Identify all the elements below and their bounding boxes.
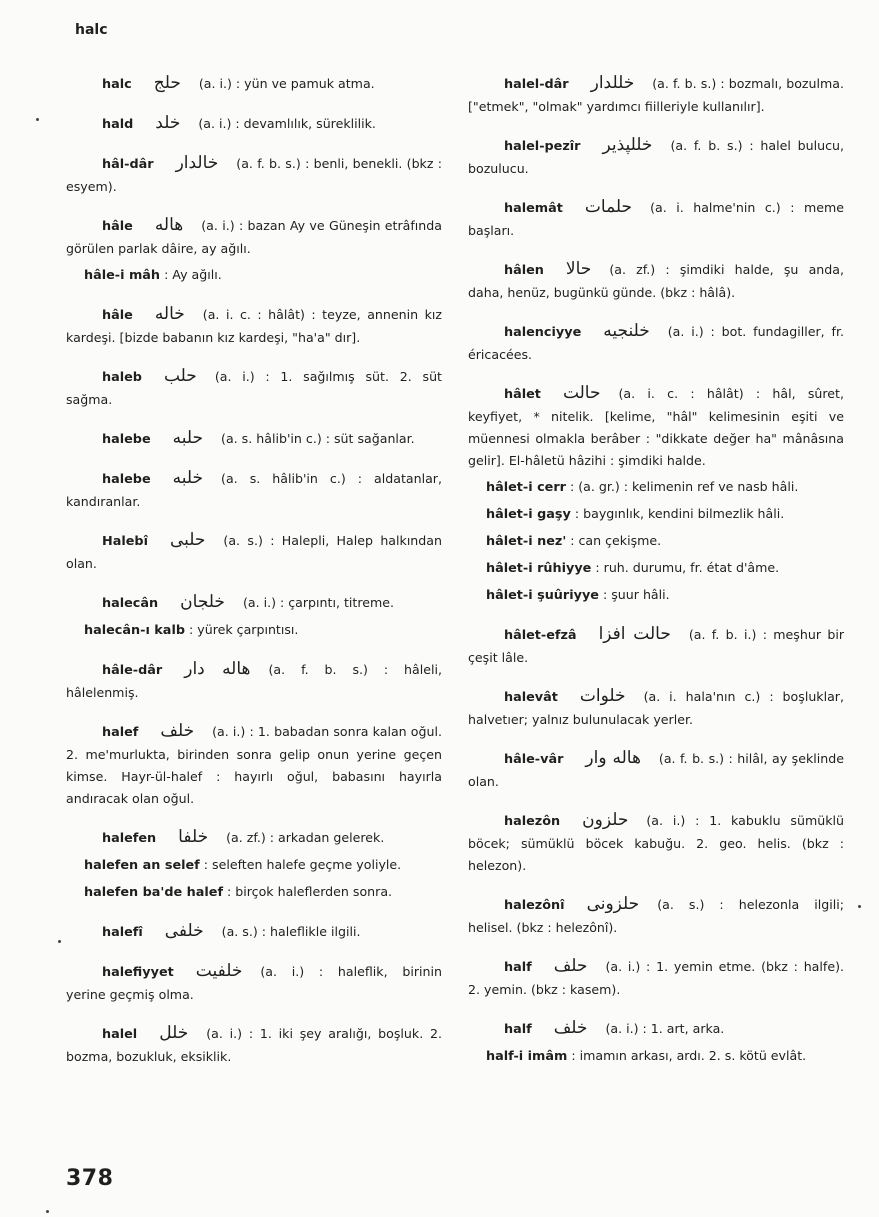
entry-definition: (a. s. hâlib'in c.) : süt sağanlar. (221, 431, 415, 446)
entry-headword: halezôn (504, 814, 561, 829)
entry-arabic-script: حالت افزا (598, 624, 671, 644)
entry-definition: (a. i.) : çarpıntı, titreme. (242, 595, 395, 610)
entry-definition: (a. f. b. s.) : hâleli, hâlelenmiş. (66, 662, 442, 700)
dictionary-entry (66, 152, 442, 198)
entry-definition: (a. i.) : 1. yemin etme. (bkz : halfe). 2. yemin. (bkz : kasem). (468, 959, 844, 997)
scan-speck (58, 940, 61, 943)
entry-definition: (a. i.) : 1. kabuklu sümüklü böcek; sümüklü böcek kabuğu. 2. geo. helis. (bkz : helezon). (468, 813, 844, 873)
entry-arabic-script: حلج (153, 73, 181, 93)
dictionary-entry (66, 826, 442, 850)
entry-definition: (a. s.) : Halepli, Halep halkından olan. (66, 533, 442, 571)
dictionary-entry (468, 1017, 844, 1041)
entry-definition: (a. f. b. i.) : meşhur bir çeşit lâle. (468, 627, 845, 665)
entry-arabic-script: حالت (562, 383, 601, 403)
entry-headword: halc (102, 77, 132, 92)
entry-definition: : yürek çarpıntısı. (189, 622, 299, 637)
entry-arabic-script: خلل (159, 1023, 189, 1043)
dictionary-entry (468, 382, 844, 472)
entry-definition: (a. i. c. : hâlât) : hâl, sûret, keyfiyet, * nitelik. [kelime, "hâl" kelimesinin eşiti ve müennesi olmakla berâber : "dikkate değer ha" mânâsına gelir]. El-hâletü hâzihi : şimdiki halde. (468, 386, 844, 468)
entry-definition: (a. zf.) : arkadan gelerek. (226, 830, 385, 845)
left-column (66, 72, 442, 1068)
entry-headword: hâle (102, 219, 133, 234)
dictionary-entry (468, 747, 844, 793)
dictionary-entry (468, 893, 844, 939)
entry-definition: (a. f. b. s.) : halel bulucu, bozulucu. (468, 138, 844, 176)
entry-headword: Halebî (102, 534, 148, 549)
entry-definition: (a. i.) : 1. sağılmış süt. 2. süt sağma. (66, 369, 442, 407)
dictionary-entry (66, 591, 442, 615)
entry-definition: : birçok haleflerden sonra. (227, 884, 393, 899)
entry-headword: hâle-vâr (504, 752, 564, 767)
dictionary-entry (468, 196, 844, 242)
sub-entry (468, 1045, 844, 1068)
entry-definition: (a. i.) : haleflik, birinin yerine geçmiş olma. (66, 964, 442, 1002)
sub-entry (66, 619, 442, 642)
entry-definition: (a. i.) : devamlılık, süreklilik. (198, 116, 376, 131)
entry-arabic-script: خلف (160, 721, 195, 741)
entry-arabic-script: حلبى (169, 530, 206, 550)
page-number: 378 (66, 1166, 114, 1191)
entry-headword: halecân-ı kalb (84, 623, 185, 638)
dictionary-entry (468, 809, 844, 877)
entry-headword: hâle-dâr (102, 663, 163, 678)
entry-definition: (a. i. hala'nın c.) : boşluklar, halvetıer; yalnız bulunulacak yerler. (468, 689, 844, 727)
entry-definition: : ruh. durumu, fr. état d'âme. (595, 560, 780, 575)
sub-entry (468, 530, 844, 553)
entry-definition: (a. i.) : bazan Ay ve Güneşin etrâfında görülen parlak dâire, ay ağılı. (66, 218, 442, 256)
entry-definition: : şuur hâli. (603, 587, 670, 602)
dictionary-entry (468, 72, 844, 118)
entry-headword: hâlet-i nez' (486, 534, 567, 549)
entry-arabic-script: خالدار (175, 153, 219, 173)
entry-definition: (a. i. halme'nin c.) : meme başları. (468, 200, 844, 238)
entry-headword: halel-pezîr (504, 139, 581, 154)
scan-speck (858, 905, 861, 908)
entry-arabic-script: هاله (154, 215, 184, 235)
dictionary-entry (66, 529, 442, 575)
dictionary-entry (468, 685, 844, 731)
entry-arabic-script: حلزونى (586, 894, 640, 914)
entry-arabic-script: خلف (553, 1018, 588, 1038)
entry-headword: hâle (102, 308, 133, 323)
entry-headword: hâlet-i gaşy (486, 507, 571, 522)
entry-headword: halefen (102, 831, 157, 846)
entry-definition: (a. f. b. s.) : hilâl, ay şeklinde olan. (468, 751, 844, 789)
entry-arabic-script: حالا (565, 259, 592, 279)
entry-definition: (a. s. hâlib'in c.) : aldatanlar, kandıranlar. (66, 471, 442, 509)
entry-definition: : imamın arkası, ardı. 2. s. kötü evlât. (571, 1048, 807, 1063)
dictionary-entry (66, 960, 442, 1006)
dictionary-entry (468, 320, 844, 366)
entry-arabic-script: خلفا (178, 827, 209, 847)
entry-definition: (a. i.) : 1. iki şey aralığı, boşluk. 2. bozma, bozukluk, eksiklik. (66, 1026, 442, 1064)
scan-speck (36, 118, 39, 121)
entry-definition: (a. zf.) : şimdiki halde, şu anda, daha, henüz, bugünkü günde. (bkz : hâlâ). (468, 262, 844, 300)
entry-arabic-script: خلفيت (195, 961, 243, 981)
entry-definition: (a. s.) : helezonla ilgili; helisel. (bkz : helezônî). (468, 897, 844, 935)
sub-entry (66, 854, 442, 877)
entry-definition: (a. i.) : 1. art, arka. (605, 1021, 725, 1036)
entry-headword: hâlet-efzâ (504, 628, 577, 643)
entry-arabic-script: حلبه (172, 428, 204, 448)
sub-entry (66, 264, 442, 287)
dictionary-entry (66, 467, 442, 513)
entry-arabic-script: خلفى (164, 921, 204, 941)
entry-arabic-script: خللپذير (602, 135, 653, 155)
scan-speck (46, 1210, 49, 1213)
entry-headword: halenciyye (504, 325, 582, 340)
dictionary-entry (66, 427, 442, 451)
entry-headword: halefen an selef (84, 858, 200, 873)
entry-arabic-script: حلمات (584, 197, 633, 217)
entry-headword: hald (102, 117, 134, 132)
entry-definition: : (a. gr.) : kelimenin ref ve nasb hâli. (569, 479, 799, 494)
entry-definition: (a. i.) : 1. babadan sonra kalan oğul. 2. me'murlukta, birinden sonra gelip onun yerine geçen kimse. Hayr-ül-halef : hayırlı oğul, babasını hayırla andıracak olan oğul. (66, 724, 442, 806)
dictionary-entry (66, 214, 442, 260)
entry-definition: : can çekişme. (570, 533, 662, 548)
right-column (468, 72, 844, 1068)
entry-headword: halecân (102, 596, 159, 611)
entry-arabic-script: خاله (154, 304, 185, 324)
dictionary-entry (66, 112, 442, 136)
entry-headword: half (504, 960, 532, 975)
entry-headword: halemât (504, 201, 563, 216)
entry-headword: halefî (102, 925, 143, 940)
entry-headword: hâlet (504, 387, 541, 402)
entry-headword: hâle-i mâh (84, 268, 161, 283)
dictionary-entry (66, 72, 442, 96)
entry-headword: halezônî (504, 898, 565, 913)
dictionary-entry (66, 720, 442, 810)
sub-entry (66, 881, 442, 904)
entry-headword: halebe (102, 472, 151, 487)
entry-arabic-script: خلبه (172, 468, 204, 488)
entry-headword: hâl-dâr (102, 157, 154, 172)
entry-definition: (a. i.) : yün ve pamuk atma. (198, 76, 375, 91)
entry-definition: (a. i.) : bot. fundagiller, fr. éricacées. (468, 324, 844, 362)
entry-headword: half-i imâm (486, 1049, 568, 1064)
entry-definition: : Ay ağılı. (164, 267, 222, 282)
entry-headword: halefiyyet (102, 965, 174, 980)
entry-arabic-script: خلجان (180, 592, 225, 612)
sub-entry (468, 584, 844, 607)
entry-arabic-script: هاله دار (184, 659, 251, 679)
dictionary-entry (468, 258, 844, 304)
dictionary-entry (66, 303, 442, 349)
dictionary-entry (66, 1022, 442, 1068)
entry-headword: halefen ba'de halef (84, 885, 224, 900)
entry-headword: halef (102, 725, 139, 740)
entry-arabic-script: خلد (155, 113, 181, 133)
entry-headword: half (504, 1022, 532, 1037)
entry-headword: halel (102, 1027, 138, 1042)
entry-arabic-script: خلوات (579, 686, 626, 706)
entry-headword: halebe (102, 432, 151, 447)
sub-entry (468, 503, 844, 526)
entry-definition: : baygınlık, kendini bilmezlik hâli. (574, 506, 785, 521)
entry-arabic-script: خللدار (590, 73, 635, 93)
dictionary-entry (66, 920, 442, 944)
entry-headword: haleb (102, 370, 142, 385)
dictionary-entry (468, 955, 844, 1001)
entry-definition: (a. i. c. : hâlât) : teyze, annenin kız kardeşi. [bizde babanın kız kardeşi, "ha'a" dır]. (66, 307, 442, 345)
entry-definition: (a. f. b. s.) : benli, benekli. (bkz : esyem). (66, 156, 442, 194)
dictionary-entry (468, 134, 844, 180)
entry-arabic-script: حلف (553, 956, 588, 976)
entry-headword: hâlet-i rûhiyye (486, 561, 592, 576)
dictionary-entry (468, 623, 844, 669)
running-header: halc (75, 22, 108, 38)
entry-headword: hâlen (504, 263, 544, 278)
entry-arabic-script: خلنجيه (603, 321, 650, 341)
entry-definition: : seleften halefe geçme yoliyle. (203, 857, 402, 872)
entry-headword: halevât (504, 690, 558, 705)
dictionary-entry (66, 658, 442, 704)
sub-entry (468, 476, 844, 499)
entry-arabic-script: هاله وار (585, 748, 641, 768)
dictionary-entry (66, 365, 442, 411)
entry-arabic-script: حلب (163, 366, 197, 386)
entry-arabic-script: حلزون (582, 810, 629, 830)
entry-definition: (a. s.) : haleflikle ilgili. (221, 924, 361, 939)
sub-entry (468, 557, 844, 580)
entry-headword: hâlet-i cerr (486, 480, 566, 495)
entry-headword: hâlet-i şuûriyye (486, 588, 599, 603)
entry-definition: (a. f. b. s.) : bozmalı, bozulma. ["etmek", "olmak" yardımcı fiilleriyle kullanılır]. (468, 76, 844, 114)
entry-headword: halel-dâr (504, 77, 569, 92)
